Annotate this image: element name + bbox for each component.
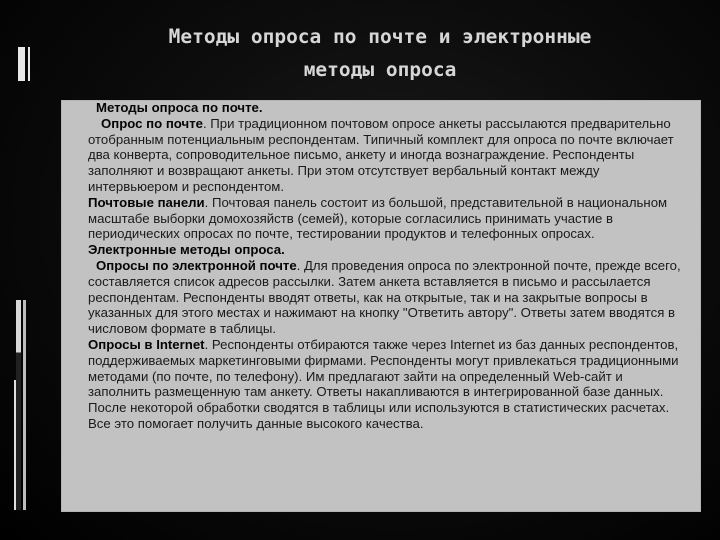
electronic-methods-heading — [88, 242, 681, 258]
mail-panels-text: . Почтовая панель состоит из большой, представительной в национальном масштабе выборки домохозяйств (семей), которые согласились принимать участие в периодических опросах по почте, тестировании продуктов и телефонных опросах. — [88, 194, 668, 242]
internet-survey-paragraph — [88, 337, 681, 432]
decorative-bar — [23, 300, 26, 510]
decorative-bar — [18, 47, 25, 81]
mail-methods-heading-text: Методы опроса по почте. — [96, 100, 263, 115]
mail-methods-heading — [88, 100, 681, 116]
decorative-bar — [16, 300, 21, 510]
internet-survey-term: Опросы в Internet — [88, 336, 205, 352]
slide-title — [60, 20, 700, 86]
mail-panels-paragraph — [88, 195, 681, 242]
mail-survey-term: Опрос по почте — [101, 115, 203, 131]
electronic-methods-heading-text: Электронные методы опроса. — [88, 242, 285, 258]
email-survey-text: . Для проведения опроса по электронной почте, прежде всего, составляется список адресов рассылки. Затем анкета вставляется в письмо и рассылается респондентам. Респонденты вводят ответы, как на открытые, так и на закрытые вопросы в указанных для этого местах и нажимают на кнопку "Ответить автору". Ответы затем вводятся в числовом формате в таблицы. — [88, 257, 681, 337]
content-box — [61, 100, 701, 512]
slide-title-line-2: методы опроса — [303, 58, 457, 81]
internet-survey-text: . Респонденты отбираются также через Internet из баз данных респондентов, поддерживаемых маркетинговыми фирмами. Респонденты могут привлекаться традиционными методами (по почте, по телефону). Им предлагают зайти на определенный Web-сайт и заполнить размещенную там анкету. Ответы накапливаются в интегрированной базе данных. После некоторой обработки сводятся в таблицы или используются в статистических расчетах. Все это помогает получить данные высокого качества. — [88, 336, 679, 431]
email-survey-paragraph — [88, 258, 681, 337]
mail-survey-text: . При традиционном почтовом опросе анкеты рассылаются предварительно отобранным потенциальным респондентам. Типичный комплект для опроса по почте включает два конверта, сопроводительное письмо, анкету и иногда вознаграждение. Респонденты заполняют и возвращают анкеты. При этом отсутствует вербальный контакт между интервьюером и респондентом. — [88, 115, 674, 194]
decorative-bar — [14, 380, 16, 510]
email-survey-term: Опросы по электронной почте — [96, 257, 297, 273]
decorative-bar — [28, 47, 30, 81]
mail-survey-paragraph — [88, 116, 681, 195]
mail-panels-term: Почтовые панели — [88, 194, 205, 210]
slide-title-line-1: Методы опроса по почте и электронные — [168, 25, 592, 48]
